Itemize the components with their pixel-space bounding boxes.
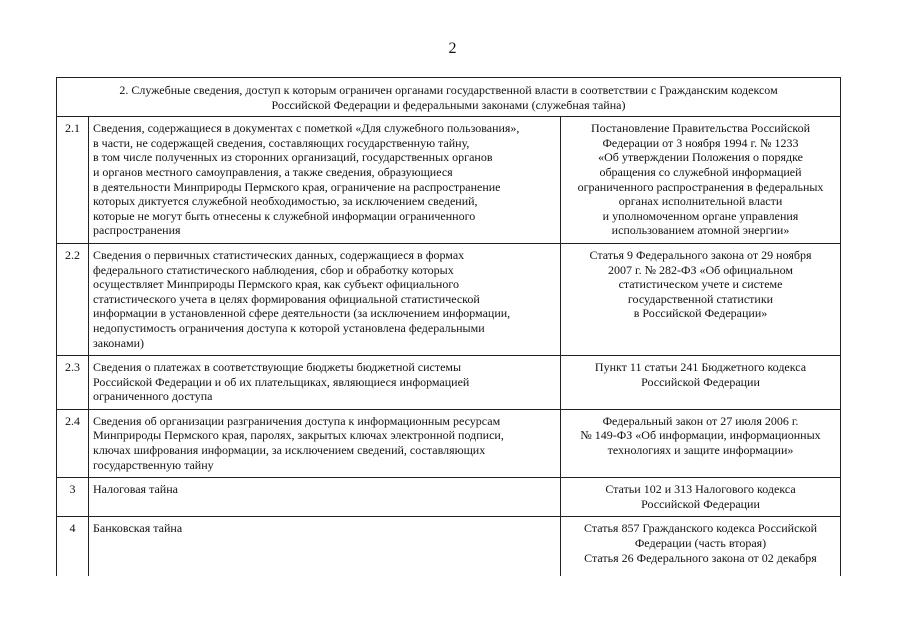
description-line: информации в установленной сфере деятельности (за исключением информации,	[93, 306, 511, 321]
basis-line: технологиях и защите информации»	[607, 443, 794, 458]
description-line: ограниченного доступа	[93, 389, 213, 404]
basis-line: «Об утверждении Положения о порядке	[598, 150, 803, 165]
row-description	[89, 517, 561, 577]
page-number: 2	[448, 40, 457, 57]
basis-line: государственной статистики	[627, 291, 774, 306]
basis-line: органах исполнительной власти	[618, 194, 783, 209]
description-line: государственную тайну	[93, 457, 214, 472]
classified-info-table	[56, 77, 841, 576]
basis-line: ограниченного распространения в федеральных	[577, 179, 824, 194]
row-description	[89, 409, 561, 477]
description-line: Минприроды Пермского края, паролях, закрытых ключах электронной подписи,	[93, 428, 504, 443]
row-number: 2.4	[57, 409, 89, 477]
description-line: которых диктуется служебной необходимостью, за исключением сведений,	[93, 194, 478, 209]
section-header-row	[57, 78, 841, 117]
row-number: 4	[57, 517, 89, 577]
row-legal-basis	[561, 517, 841, 577]
description-line: Сведения, содержащиеся в документах с пометкой «Для служебного пользования»,	[93, 121, 520, 136]
description-line: Сведения о платежах в соответствующие бюджеты бюджетной системы	[93, 360, 462, 375]
description-line: осуществляет Минприроды Пермского края, как субъект официального	[93, 277, 459, 292]
basis-line: Статья 26 Федерального закона от 02 декабря	[584, 550, 817, 565]
table-row	[57, 117, 841, 244]
basis-line: Статья 857 Гражданского кодекса Российской	[583, 521, 818, 536]
table-row	[57, 409, 841, 477]
basis-line: Статьи 102 и 313 Налогового кодекса	[605, 482, 796, 497]
description-line: недопустимость ограничения доступа к которой установлена федеральными	[93, 320, 485, 335]
table-row	[57, 356, 841, 410]
description-line: Банковская тайна	[93, 521, 183, 536]
basis-line: в Российской Федерации»	[633, 306, 768, 321]
description-line: Сведения об организации разграничения доступа к информационным ресурсам	[93, 413, 501, 428]
description-line: Сведения о первичных статистических данных, содержащиеся в формах	[93, 247, 465, 262]
table-row	[57, 478, 841, 517]
table-row	[57, 517, 841, 577]
row-legal-basis	[561, 478, 841, 517]
table-row	[57, 243, 841, 355]
basis-line: Федерации от 3 ноября 1994 г. № 1233	[602, 135, 799, 150]
description-line: распространения	[93, 223, 181, 238]
description-line: в части, не содержащей сведения, составляющих государственную тайну,	[93, 135, 470, 150]
description-line: ключах шифрования информации, за исключением сведений, составляющих	[93, 443, 486, 458]
row-number: 2.3	[57, 356, 89, 410]
basis-line: № 149-ФЗ «Об информации, информационных	[580, 428, 821, 443]
description-line: в том числе полученных из сторонних организаций, государственных органов	[93, 150, 493, 165]
row-legal-basis	[561, 117, 841, 244]
basis-line: Федеральный закон от 27 июля 2006 г.	[602, 413, 799, 428]
basis-line: и уполномоченном органе управления	[602, 208, 799, 223]
basis-line: Российской Федерации	[641, 374, 760, 389]
basis-line: использованием атомной энергии»	[611, 223, 790, 238]
row-number: 2.2	[57, 243, 89, 355]
section-header-line: 2. Служебные сведения, доступ к которым ограничен органами государственной власти в соответствии с Гражданским кодексом	[119, 83, 778, 97]
description-line: Российской Федерации и об их плательщиках, являющиеся информацией	[93, 374, 470, 389]
description-line: федерального статистического наблюдения, сбор и обработку которых	[93, 262, 454, 277]
row-number: 2.1	[57, 117, 89, 244]
basis-line: 2007 г. № 282-ФЗ «Об официальном	[608, 262, 793, 277]
row-description	[89, 356, 561, 410]
row-description	[89, 117, 561, 244]
description-line: которые не могут быть отнесены к служебной информации ограниченного	[93, 208, 476, 223]
basis-line: Пункт 11 статьи 241 Бюджетного кодекса	[594, 360, 807, 375]
row-legal-basis	[561, 409, 841, 477]
row-legal-basis	[561, 243, 841, 355]
description-line: Налоговая тайна	[93, 482, 178, 497]
basis-line: обращения со служебной информацией	[599, 164, 802, 179]
description-line: законами)	[93, 335, 145, 350]
basis-line: Федерации (часть вторая)	[634, 536, 767, 551]
description-line: статистического учета в целях формирования официальной статистической	[93, 291, 480, 306]
section-header-line: Российской Федерации и федеральными законами (служебная тайна)	[271, 97, 626, 112]
row-number: 3	[57, 478, 89, 517]
basis-line: Постановление Правительства Российской	[590, 121, 811, 136]
description-line: в деятельности Минприроды Пермского края, ограничение на распространение	[93, 179, 501, 194]
basis-line: Российской Федерации	[641, 496, 760, 511]
section-header-cell	[57, 78, 841, 117]
basis-line: Статья 9 Федерального закона от 29 ноября	[589, 247, 812, 262]
row-description	[89, 478, 561, 517]
description-line: и органов местного самоуправления, а также сведения, образующиеся	[93, 164, 453, 179]
row-description	[89, 243, 561, 355]
row-legal-basis	[561, 356, 841, 410]
basis-line: статистическом учете и системе	[618, 277, 783, 292]
